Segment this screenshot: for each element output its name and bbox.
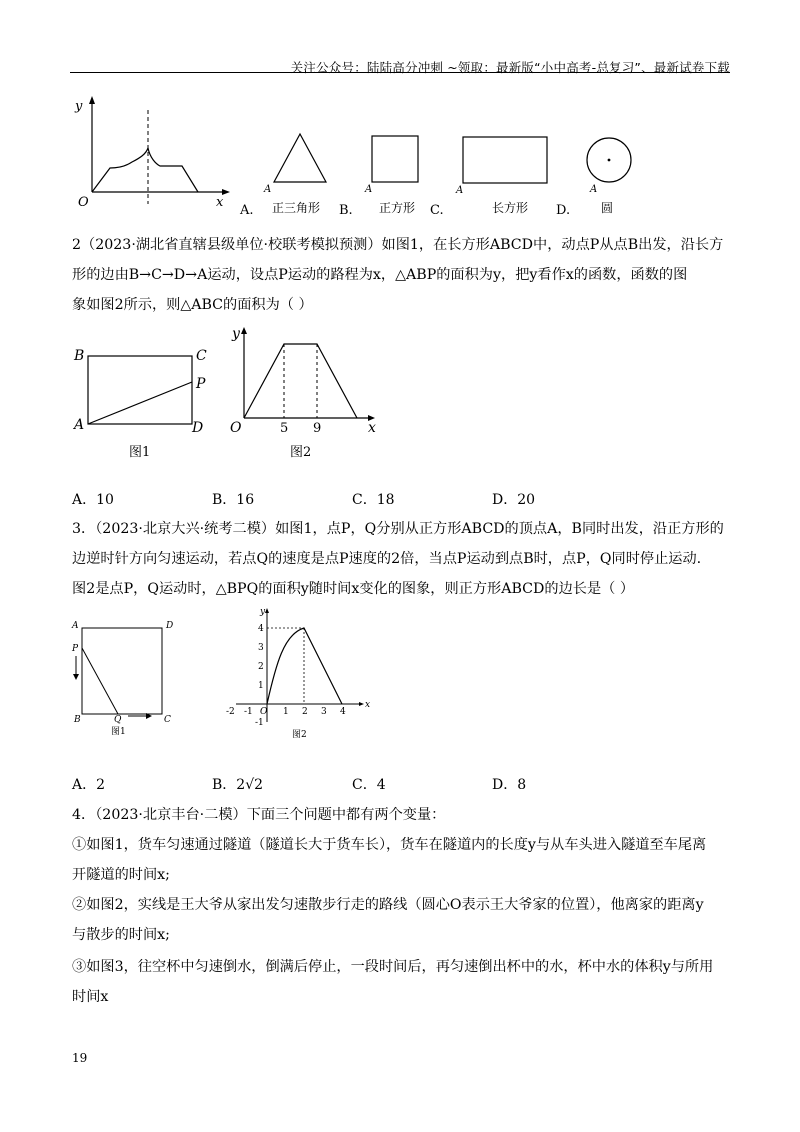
q4-line-5: 与散步的时间x; — [72, 927, 170, 943]
q3-fig2-xtick-2: 2 — [302, 707, 308, 717]
q3-fig1-caption: 图1 — [111, 727, 126, 737]
q2-fig1 — [72, 340, 212, 450]
q3-line-2: 边逆时针方向匀速运动，若点Q的速度是点P速度的2倍，当点P运动到点B时，点P，Q同时停止运动. — [72, 551, 702, 567]
q1-x-label: x — [216, 195, 224, 210]
q1-rectangle-point: A — [456, 185, 464, 196]
q2-option-d: D．20 — [492, 492, 536, 508]
q2-fig1-D: D — [192, 420, 204, 436]
q3-fig2-y: y — [260, 607, 266, 617]
q3-line-1: 3．（2023·北京大兴·统考二模）如图1，点P，Q分别从正方形ABCD的顶点A，B同时出发，沿正方形的 — [72, 521, 724, 537]
q3-fig2-ytick-4: 4 — [258, 624, 264, 634]
q2-fig2-o: O — [230, 420, 242, 436]
q4-line-1: 4．（2023·北京丰台·二模）下面三个问题中都有两个变量： — [72, 807, 446, 823]
q3-fig2-xtick--1: -1 — [244, 707, 253, 717]
q3-fig1-C: C — [164, 715, 171, 725]
q3-fig2-o: O — [260, 707, 268, 717]
header-rule — [70, 72, 730, 73]
q3-fig2-xtick--2: -2 — [226, 707, 235, 717]
q2-fig2-tick-5: 5 — [280, 421, 289, 436]
q3-line-3: 图2是点P，Q运动时，△BPQ的面积y随时间x变化的图象，则正方形ABCD的边长是（ ） — [72, 581, 635, 597]
q3-fig1-A: A — [72, 621, 79, 631]
q1-shape-rectangle — [456, 136, 556, 196]
q1-option-a-letter: A. — [240, 203, 254, 218]
page-header: 关注公众号：陆陆高分冲刺 ~领取：最新版“小中高考-总复习”、最新试卷下载 — [290, 60, 730, 75]
q1-option-b-letter: B. — [339, 203, 353, 218]
q4-line-6: ③如图3，往空杯中匀速倒水，倒满后停止，一段时间后，再匀速倒出杯中的水，杯中水的体积y与所用 — [72, 959, 714, 975]
q3-fig2-curve — [267, 628, 342, 704]
q3-fig2-xtick-1: 1 — [283, 707, 289, 717]
q1-shape-square — [365, 135, 425, 195]
q1-shape-triangle — [262, 130, 342, 200]
q1-y-label: y — [75, 99, 83, 114]
q1-option-b-caption: 正方形 — [379, 201, 416, 215]
q1-option-d-letter: D. — [556, 203, 571, 218]
q3-fig1-D: D — [166, 621, 174, 631]
q3-fig1-Q: Q — [114, 715, 122, 725]
q3-option-d: D．8 — [492, 777, 527, 793]
q2-line-3: 象如图2所示，则△ABC的面积为（ ） — [72, 297, 313, 313]
q2-fig2-curve — [244, 344, 357, 418]
q2-fig1-A: A — [74, 417, 85, 433]
q2-fig2-y: y — [232, 326, 240, 342]
q1-option-c-caption: 长方形 — [492, 201, 529, 215]
q3-fig2-ytick--1: -1 — [255, 718, 264, 728]
q4-line-2: ①如图1，货车匀速通过隧道（隧道长大于货车长），货车在隧道内的长度y与从车头进入隧道至车尾离 — [72, 837, 707, 853]
q1-shape-circle — [582, 134, 642, 196]
q3-option-a: A．2 — [72, 777, 106, 793]
q2-fig2 — [228, 322, 378, 434]
q2-option-a: A．10 — [72, 492, 114, 508]
q1-curve-left — [92, 148, 198, 192]
q3-fig2-ytick-2: 2 — [258, 662, 264, 672]
q2-fig1-caption: 图1 — [129, 445, 151, 460]
q3-fig2-ytick-3: 3 — [258, 643, 264, 653]
q3-option-c: C．4 — [352, 777, 386, 793]
q1-triangle-point: A — [264, 184, 272, 195]
q2-fig2-tick-9: 9 — [313, 421, 322, 436]
q2-fig2-caption: 图2 — [290, 445, 312, 460]
q3-fig1-B: B — [74, 715, 81, 725]
q1-circle-point: A — [590, 184, 598, 195]
q3-fig2 — [222, 604, 372, 734]
q4-line-3: 开隧道的时间x; — [72, 867, 170, 883]
q3-fig2-xtick-4: 4 — [340, 707, 346, 717]
q2-option-c: C．18 — [352, 492, 395, 508]
q3-fig2-x: x — [365, 700, 371, 710]
q3-fig2-caption: 图2 — [292, 730, 307, 740]
q2-option-b: B．16 — [212, 492, 255, 508]
q3-fig2-xtick-3: 3 — [321, 707, 327, 717]
q1-graph — [70, 92, 230, 212]
q1-option-d-caption: 圆 — [601, 201, 614, 215]
q3-option-b: B．2√2 — [212, 777, 264, 793]
q3-fig1-P: P — [72, 644, 79, 654]
q2-fig1-P: P — [196, 376, 206, 392]
q1-o-label: O — [78, 195, 89, 210]
q2-fig1-B: B — [74, 348, 85, 364]
q3-fig1 — [70, 618, 180, 730]
q2-line-1: 2（2023·湖北省直辖县级单位·校联考模拟预测）如图1，在长方形ABCD中，动点P从点B出发，沿长方 — [72, 237, 724, 253]
q2-fig2-x: x — [368, 420, 376, 436]
q2-line-2: 形的边由B→C→D→A运动，设点P运动的路程为x，△ABP的面积为y，把y看作x的函数，函数的图 — [72, 267, 688, 283]
q4-line-7: 时间x — [72, 989, 109, 1005]
q2-fig1-C: C — [196, 348, 207, 364]
q1-option-c-letter: C. — [430, 203, 444, 218]
q4-line-4: ②如图2，实线是王大爷从家出发匀速散步行走的路线（圆心O表示王大爷家的位置），他离家的距离y — [72, 897, 704, 913]
q3-fig2-ytick-1: 1 — [258, 681, 264, 691]
q1-option-a-caption: 正三角形 — [272, 201, 321, 215]
q1-square-point: A — [365, 184, 373, 195]
page-number: 19 — [72, 1051, 88, 1065]
